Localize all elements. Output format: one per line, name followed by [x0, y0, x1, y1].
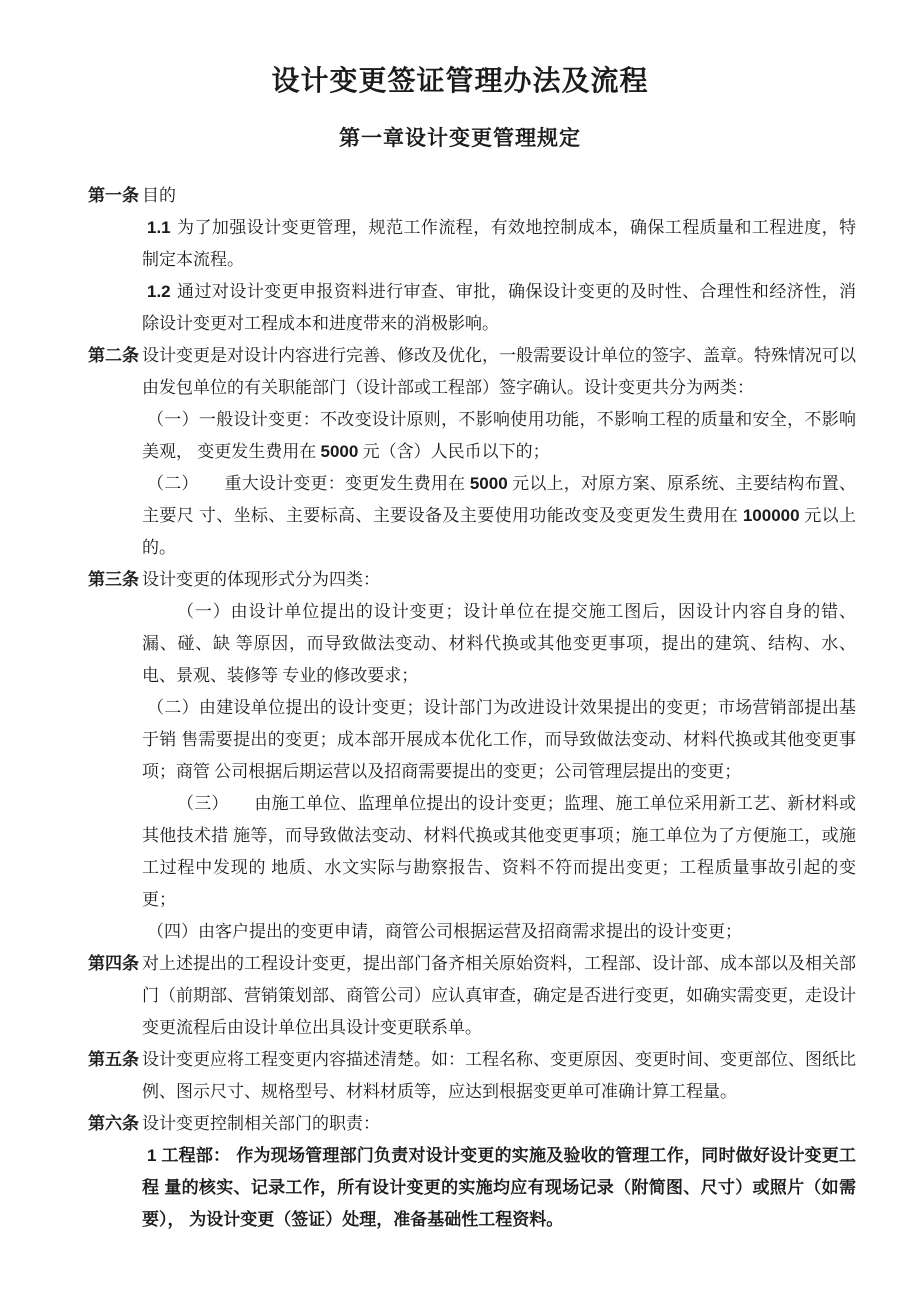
clause-6-1-text: 作为现场管理部门负责对设计变更的实施及验收的管理工作，同时做好设计变更工程 量的核实、记录工作，所有设计变更的实施均应有现场记录（附简图、尺寸）或照片（如需要）， 为设计变更（签证）处理，准备基础性工程资料。 [142, 1146, 856, 1229]
clause-1-2 [142, 276, 856, 340]
clause-2-1: （一）一般设计变更：不改变设计原则，不影响使用功能，不影响工程的质量和安全，不影响美观， 变更发生费用在 5000 元（含）人民币以下的； [142, 410, 856, 461]
article-2 [88, 340, 856, 404]
clause-6-1 [142, 1140, 856, 1236]
clause-1-1 [142, 212, 856, 276]
article-1-label: 第一条 [88, 186, 139, 205]
clause-6-1-number: 1 工程部： [147, 1146, 231, 1165]
article-3 [88, 564, 856, 596]
article-5-body: 设计变更应将工程变更内容描述清楚。如：工程名称、变更原因、变更时间、变更部位、图纸比例、图示尺寸、规格型号、材料材质等，应达到根据变更单可准确计算工程量。 [142, 1050, 856, 1101]
chapter-heading: 第一章设计变更管理规定 [339, 126, 581, 150]
clause-2-2: （二） 重大设计变更：变更发生费用在 5000 元以上，对原方案、原系统、主要结构布置、主要尺 寸、坐标、主要标高、主要设备及主要使用功能改变及变更发生费用在 100000 元以上的。 [142, 474, 857, 557]
clause-3-1: （一）由设计单位提出的设计变更；设计单位在提交施工图后，因设计内容自身的错、漏、碰、缺 等原因，而导致做法变动、材料代换或其他变更事项，提出的建筑、结构、水、电、景观、装修等 专业的修改要求； [142, 602, 856, 685]
article-2-body: 设计变更是对设计内容进行完善、修改及优化，一般需要设计单位的签字、盖章。特殊情况可以由发包单位的有关职能部门（设计部或工程部）签字确认。设计变更共分为两类： [142, 346, 856, 397]
article-4-label: 第四条 [88, 954, 139, 973]
doc-title: 设计变更签证管理办法及流程 [271, 66, 649, 97]
article-3-label: 第三条 [88, 570, 139, 589]
clause-1-1-text: 为了加强设计变更管理，规范工作流程，有效地控制成本，确保工程质量和工程进度，特制定本流程。 [142, 218, 856, 269]
doc-content [88, 180, 856, 1236]
article-5-label: 第五条 [88, 1050, 139, 1069]
article-2-label: 第二条 [88, 346, 139, 365]
article-1-body: 目的 [142, 186, 176, 205]
clause-1-2-number: 1.2 [147, 282, 171, 301]
clause-1-2-text: 通过对设计变更申报资料进行审查、审批，确保设计变更的及时性、合理性和经济性，消除设计变更对工程成本和进度带来的消极影响。 [142, 282, 856, 333]
article-4-body: 对上述提出的工程设计变更，提出部门备齐相关原始资料，工程部、设计部、成本部以及相关部门（前期部、营销策划部、商管公司）应认真审查，确定是否进行变更，如确实需变更，走设计变更流程后由设计单位出具设计变更联系单。 [142, 954, 856, 1037]
clause-3-2: （二）由建设单位提出的设计变更；设计部门为改进设计效果提出的变更；市场营销部提出基于销 售需要提出的变更；成本部开展成本优化工作，而导致做法变动、材料代换或其他变更事项；商管 公司根据后期运营以及招商需要提出的变更；公司管理层提出的变更； [142, 698, 856, 781]
clause-3-4: （四）由客户提出的变更申请，商管公司根据运营及招商需求提出的设计变更； [147, 922, 742, 941]
clause-3-3: （三） 由施工单位、监理单位提出的设计变更；监理、施工单位采用新工艺、新材料或其他技术措 施等，而导致做法变动、材料代换或其他变更事项；施工单位为了方便施工，或施工过程中发现的 地质、水文实际与勘察报告、资料不符而提出变更；工程质量事故引起的变更； [142, 794, 856, 909]
article-6-label: 第六条 [88, 1114, 139, 1133]
article-3-body: 设计变更的体现形式分为四类： [142, 570, 380, 589]
article-6-body: 设计变更控制相关部门的职责： [142, 1114, 380, 1133]
article-6 [88, 1108, 856, 1140]
article-1 [88, 180, 856, 212]
article-4 [88, 948, 856, 1044]
article-5 [88, 1044, 856, 1108]
clause-1-1-number: 1.1 [147, 218, 171, 237]
